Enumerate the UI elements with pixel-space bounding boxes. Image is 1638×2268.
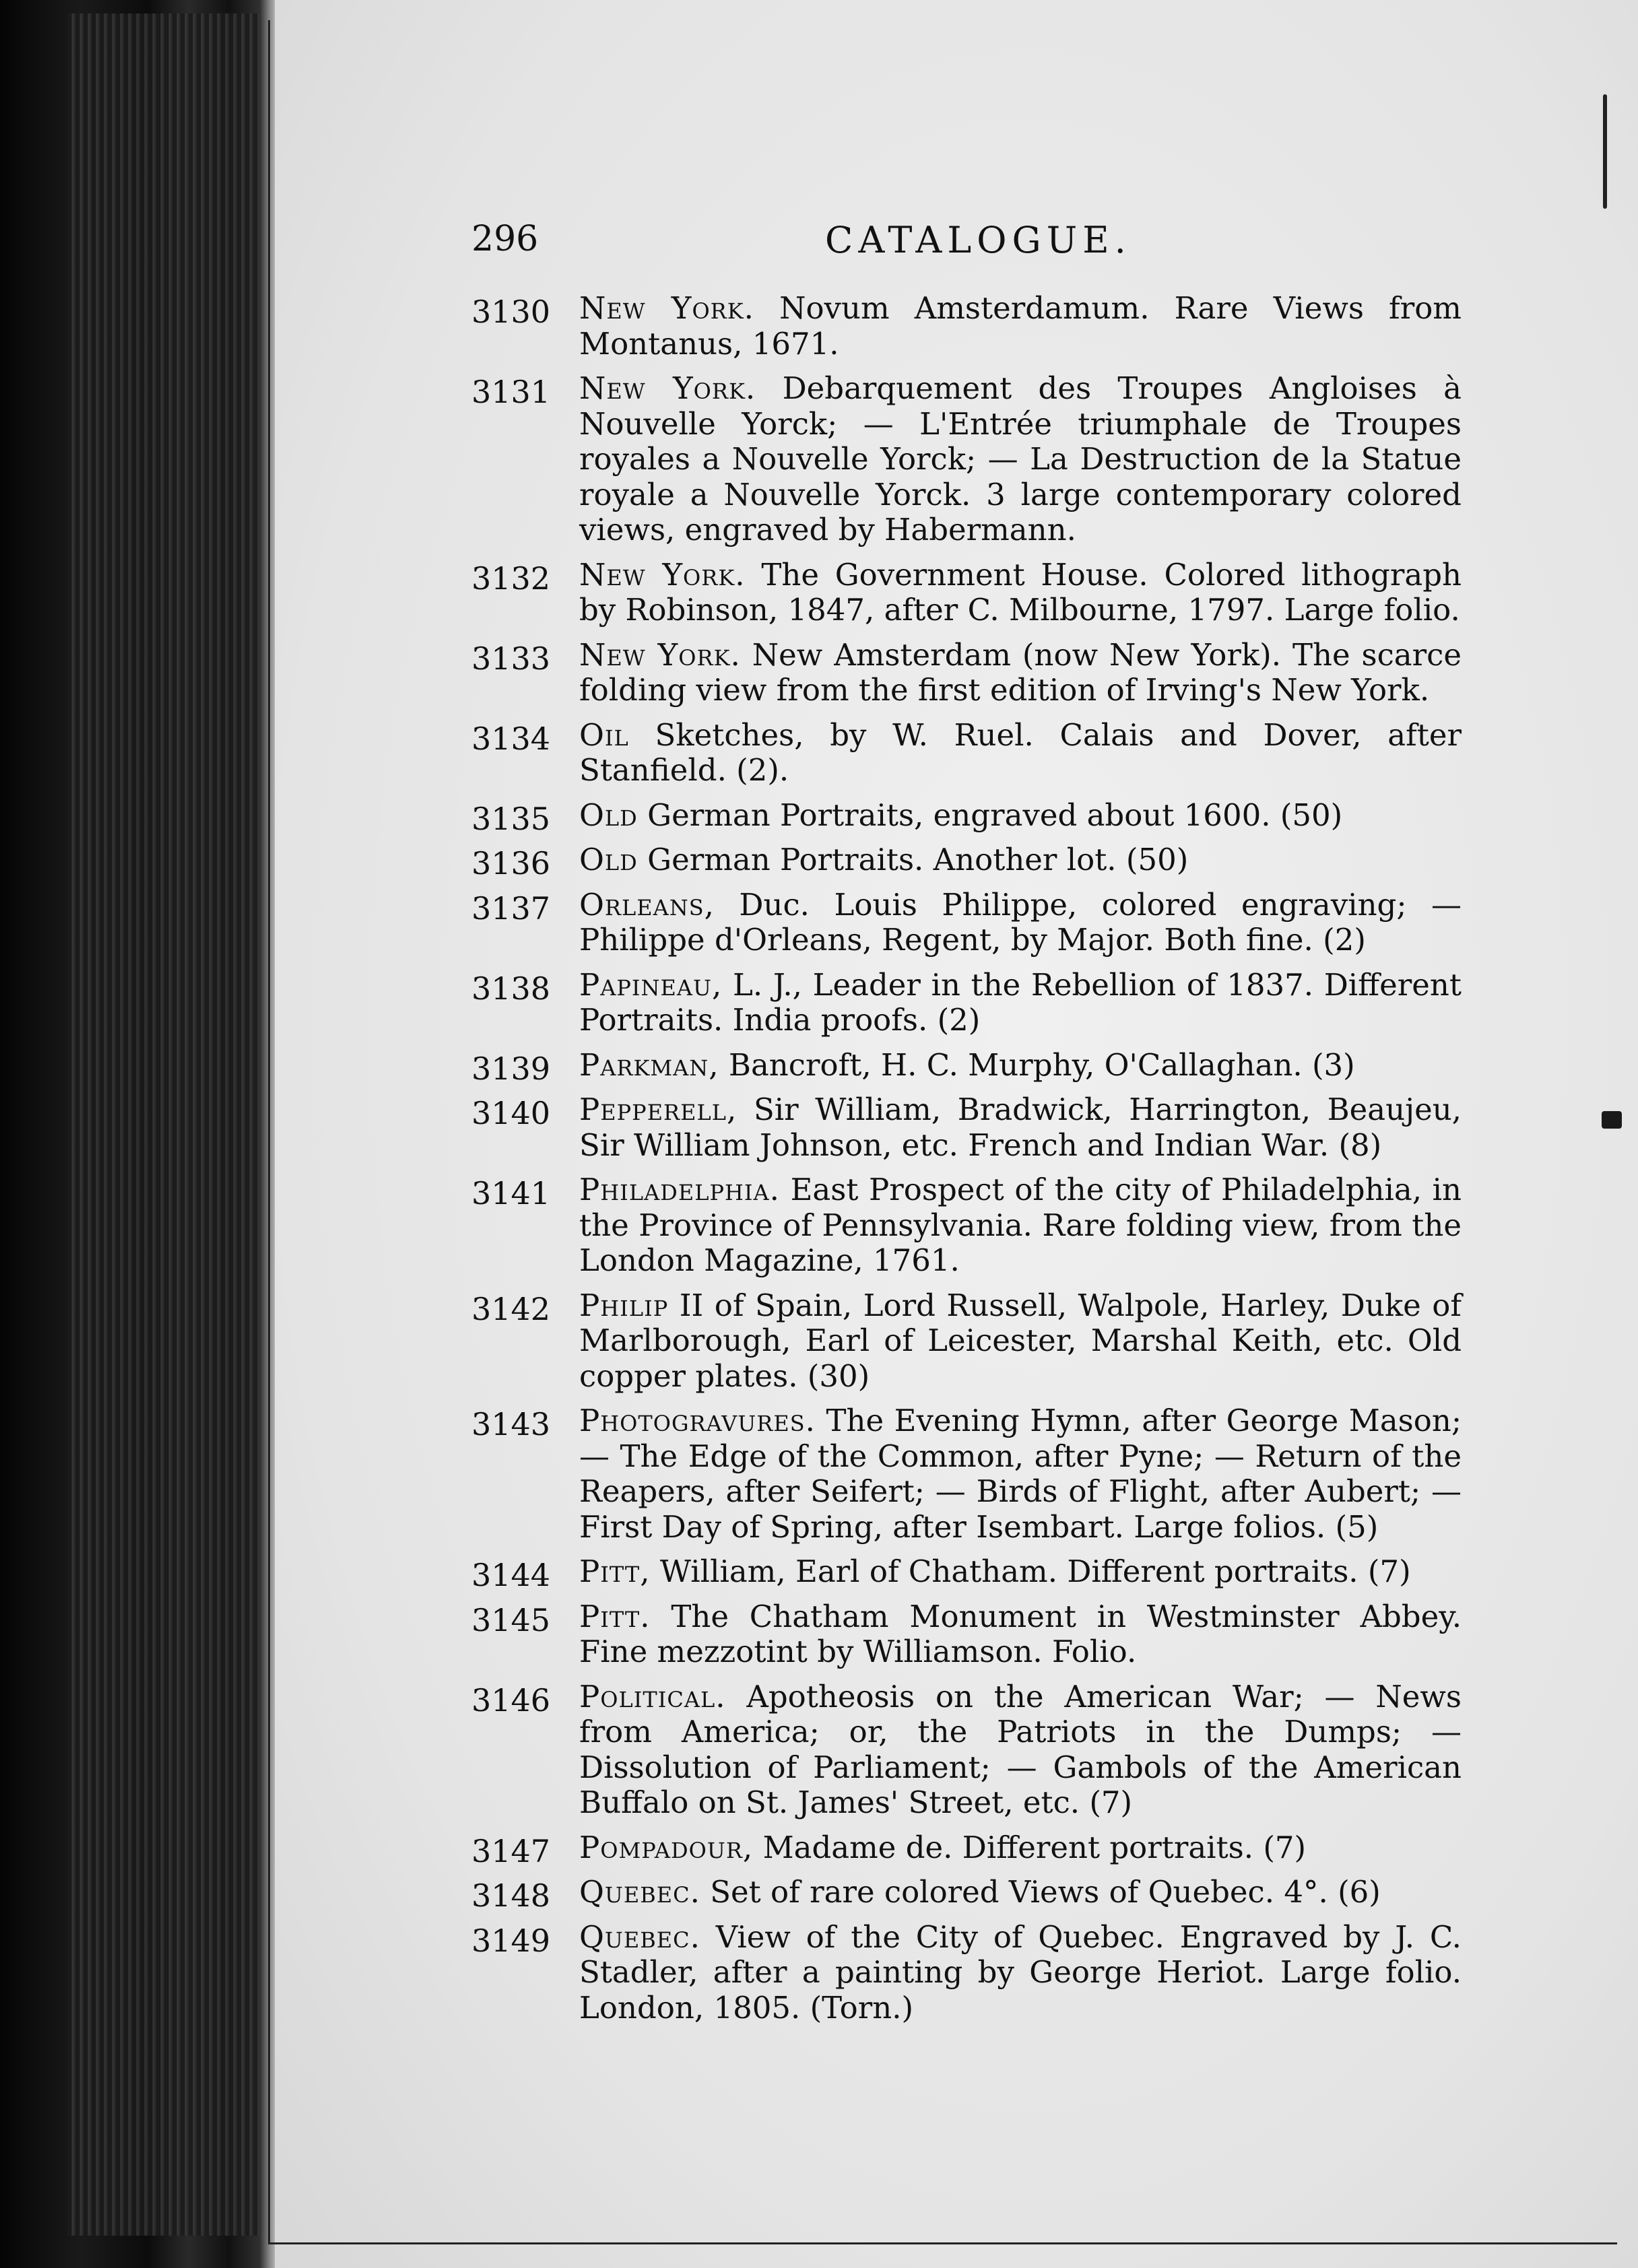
- catalogue-entry: [471, 1046, 1462, 1087]
- entry-heading: New York.: [579, 370, 756, 406]
- entry-heading: Pompadour,: [579, 1829, 754, 1865]
- entry-description: The Chatham Monument in Westminster Abbey. Fine mezzotint by Williamson. Folio.: [579, 1598, 1462, 1669]
- lot-number: 3130: [471, 294, 551, 330]
- page-header: [471, 219, 1482, 273]
- lot-number: 3149: [471, 1922, 551, 1959]
- entry-text: [579, 1403, 1462, 1545]
- lot-number: 3131: [471, 374, 551, 410]
- catalogue-entry: [471, 1829, 1462, 1869]
- entry-heading: Oil: [579, 716, 629, 753]
- entry-heading: Pitt,: [579, 1554, 651, 1589]
- entry-text: [579, 291, 1462, 362]
- catalogue-entries: [471, 291, 1462, 2035]
- entry-heading: Old: [579, 797, 638, 833]
- entry-heading: Quebec.: [579, 1874, 700, 1910]
- entry-text: [579, 718, 1462, 789]
- entry-heading: New York.: [579, 290, 754, 326]
- entry-text: [579, 1554, 1462, 1590]
- entry-heading: Political.: [579, 1678, 726, 1714]
- catalogue-entry: [471, 1403, 1462, 1545]
- entry-heading: Photogravures.: [579, 1403, 816, 1438]
- catalogue-entry: [471, 1874, 1462, 1914]
- catalogue-entry: [471, 371, 1462, 548]
- entry-heading: Old: [579, 842, 638, 877]
- lot-number: 3136: [471, 845, 551, 881]
- lot-number: 3142: [471, 1290, 551, 1327]
- catalogue-entry: [471, 888, 1462, 958]
- entry-heading: Orleans,: [579, 886, 715, 923]
- entry-description: View of the City of Quebec. Engraved by J. C. Stadler, after a painting by George Heriot. Large folio. London, 1805. (Torn.): [579, 1919, 1462, 2026]
- entry-description: The Evening Hymn, after George Mason; — The Edge of the Common, after Pyne; — Return of the Reapers, after Seifert; — Birds of Flight, after Aubert; — First Day of Spring, after Isembart. Large folios. (5): [579, 1403, 1462, 1545]
- lot-number: 3147: [471, 1832, 551, 1869]
- catalogue-entry: [471, 1554, 1462, 1593]
- lot-number: 3133: [471, 640, 551, 677]
- entry-text: [579, 798, 1462, 834]
- lot-number: 3139: [471, 1050, 551, 1087]
- lot-number: 3138: [471, 970, 551, 1007]
- entry-heading: Papineau,: [579, 966, 723, 1003]
- lot-number: 3137: [471, 890, 551, 927]
- entry-text: [579, 1172, 1462, 1279]
- lot-number: 3132: [471, 560, 551, 597]
- catalogue-entry: [471, 1288, 1462, 1395]
- page-stack-edges: [67, 13, 263, 2236]
- catalogue-entry: [471, 1920, 1462, 2026]
- entry-description: Novum Amsterdamum. Rare Views from Montanus, 1671.: [579, 290, 1462, 362]
- catalogue-entry: [471, 1172, 1462, 1279]
- lot-number: 3148: [471, 1877, 551, 1914]
- entry-description: New Amsterdam (now New York). The scarce folding view from the first edition of Irving's New York.: [579, 636, 1462, 708]
- entry-text: [579, 1679, 1462, 1821]
- catalogue-entry: [471, 842, 1462, 881]
- entry-text: [579, 558, 1462, 628]
- entry-text: [579, 1875, 1462, 1910]
- lot-number: 3144: [471, 1557, 551, 1593]
- entry-description: Sketches, by W. Ruel. Calais and Dover, after Stanfield. (2).: [579, 716, 1462, 788]
- catalogue-entry: [471, 1599, 1462, 1670]
- entry-description: L. J., Leader in the Rebellion of 1837. Different Portraits. India proofs. (2): [579, 966, 1462, 1038]
- entry-text: [579, 1048, 1462, 1083]
- entry-description: East Prospect of the city of Philadelphia, in the Province of Pennsylvania. Rare folding view, from the London Magazine, 1761.: [579, 1172, 1462, 1278]
- entry-text: [579, 1288, 1462, 1395]
- catalogue-entry: [471, 558, 1462, 628]
- entry-description: German Portraits. Another lot. (50): [647, 842, 1189, 877]
- entry-heading: Philadelphia.: [579, 1172, 780, 1207]
- entry-description: Debarquement des Troupes Angloises à Nouvelle Yorck; — L'Entrée triumphale de Troupes royales a Nouvelle Yorck; — La Destruction de la Statue royale a Nouvelle Yorck. 3 large contemporary colored views, engraved by Habermann.: [579, 370, 1462, 547]
- running-title: CATALOGUE.: [825, 219, 1132, 261]
- entry-heading: New York.: [579, 636, 741, 673]
- entry-description: Duc. Louis Philippe, colored engraving; — Philippe d'Orleans, Regent, by Major. Both fine. (2): [579, 886, 1462, 958]
- entry-heading: Pitt.: [579, 1598, 651, 1634]
- lot-number: 3143: [471, 1406, 551, 1442]
- lot-number: 3135: [471, 800, 551, 837]
- catalogue-entry: [471, 797, 1462, 837]
- entry-description: William, Earl of Chatham. Different portraits. (7): [659, 1554, 1411, 1589]
- lot-number: 3146: [471, 1681, 551, 1719]
- entry-heading: Parkman,: [579, 1046, 719, 1083]
- lot-number: 3140: [471, 1095, 551, 1131]
- catalogue-entry: [471, 1679, 1462, 1821]
- entry-description: German Portraits, engraved about 1600. (50): [647, 797, 1343, 833]
- entry-description: Set of rare colored Views of Quebec. 4°. (6): [710, 1874, 1381, 1910]
- lot-number: 3141: [471, 1175, 551, 1211]
- catalogue-entry: [471, 1092, 1462, 1163]
- catalogue-entry: [471, 291, 1462, 362]
- entry-description: Apotheosis on the American War; — News from America; or, the Patriots in the Dumps; — Dissolution of Parliament; — Gambols of the American Buffalo on St. James' Street, etc. (7): [579, 1678, 1462, 1820]
- entry-text: [579, 968, 1462, 1038]
- entry-text: [579, 1092, 1462, 1163]
- entry-description: Madame de. Different portraits. (7): [762, 1829, 1307, 1865]
- entry-heading: New York.: [579, 556, 746, 593]
- lot-number: 3134: [471, 720, 551, 757]
- entry-heading: Philip: [579, 1287, 669, 1323]
- entry-text: [579, 888, 1462, 958]
- page-number: 296: [471, 219, 539, 259]
- entry-text: [579, 371, 1462, 548]
- entry-description: The Government House. Colored lithograph by Robinson, 1847, after C. Milbourne, 1797. Large folio.: [579, 556, 1462, 628]
- entry-description: Bancroft, H. C. Murphy, O'Callaghan. (3): [728, 1046, 1355, 1083]
- entry-text: [579, 638, 1462, 708]
- page-edge-tab: [1602, 1111, 1622, 1129]
- entry-heading: Pepperell,: [579, 1092, 738, 1127]
- entry-text: [579, 1830, 1462, 1866]
- catalogue-entry: [471, 638, 1462, 708]
- lot-number: 3145: [471, 1601, 551, 1638]
- entry-description: II of Spain, Lord Russell, Walpole, Harley, Duke of Marlborough, Earl of Leicester, Marshal Keith, etc. Old copper plates. (30): [579, 1287, 1462, 1394]
- page-edge-mark: [1603, 94, 1607, 209]
- entry-text: [579, 1599, 1462, 1670]
- entry-text: [579, 842, 1462, 878]
- catalogue-entry: [471, 718, 1462, 789]
- entry-text: [579, 1920, 1462, 2026]
- entry-description: Sir William, Bradwick, Harrington, Beaujeu, Sir William Johnson, etc. French and Indian War. (8): [579, 1092, 1462, 1163]
- entry-heading: Quebec.: [579, 1919, 700, 1955]
- catalogue-entry: [471, 968, 1462, 1038]
